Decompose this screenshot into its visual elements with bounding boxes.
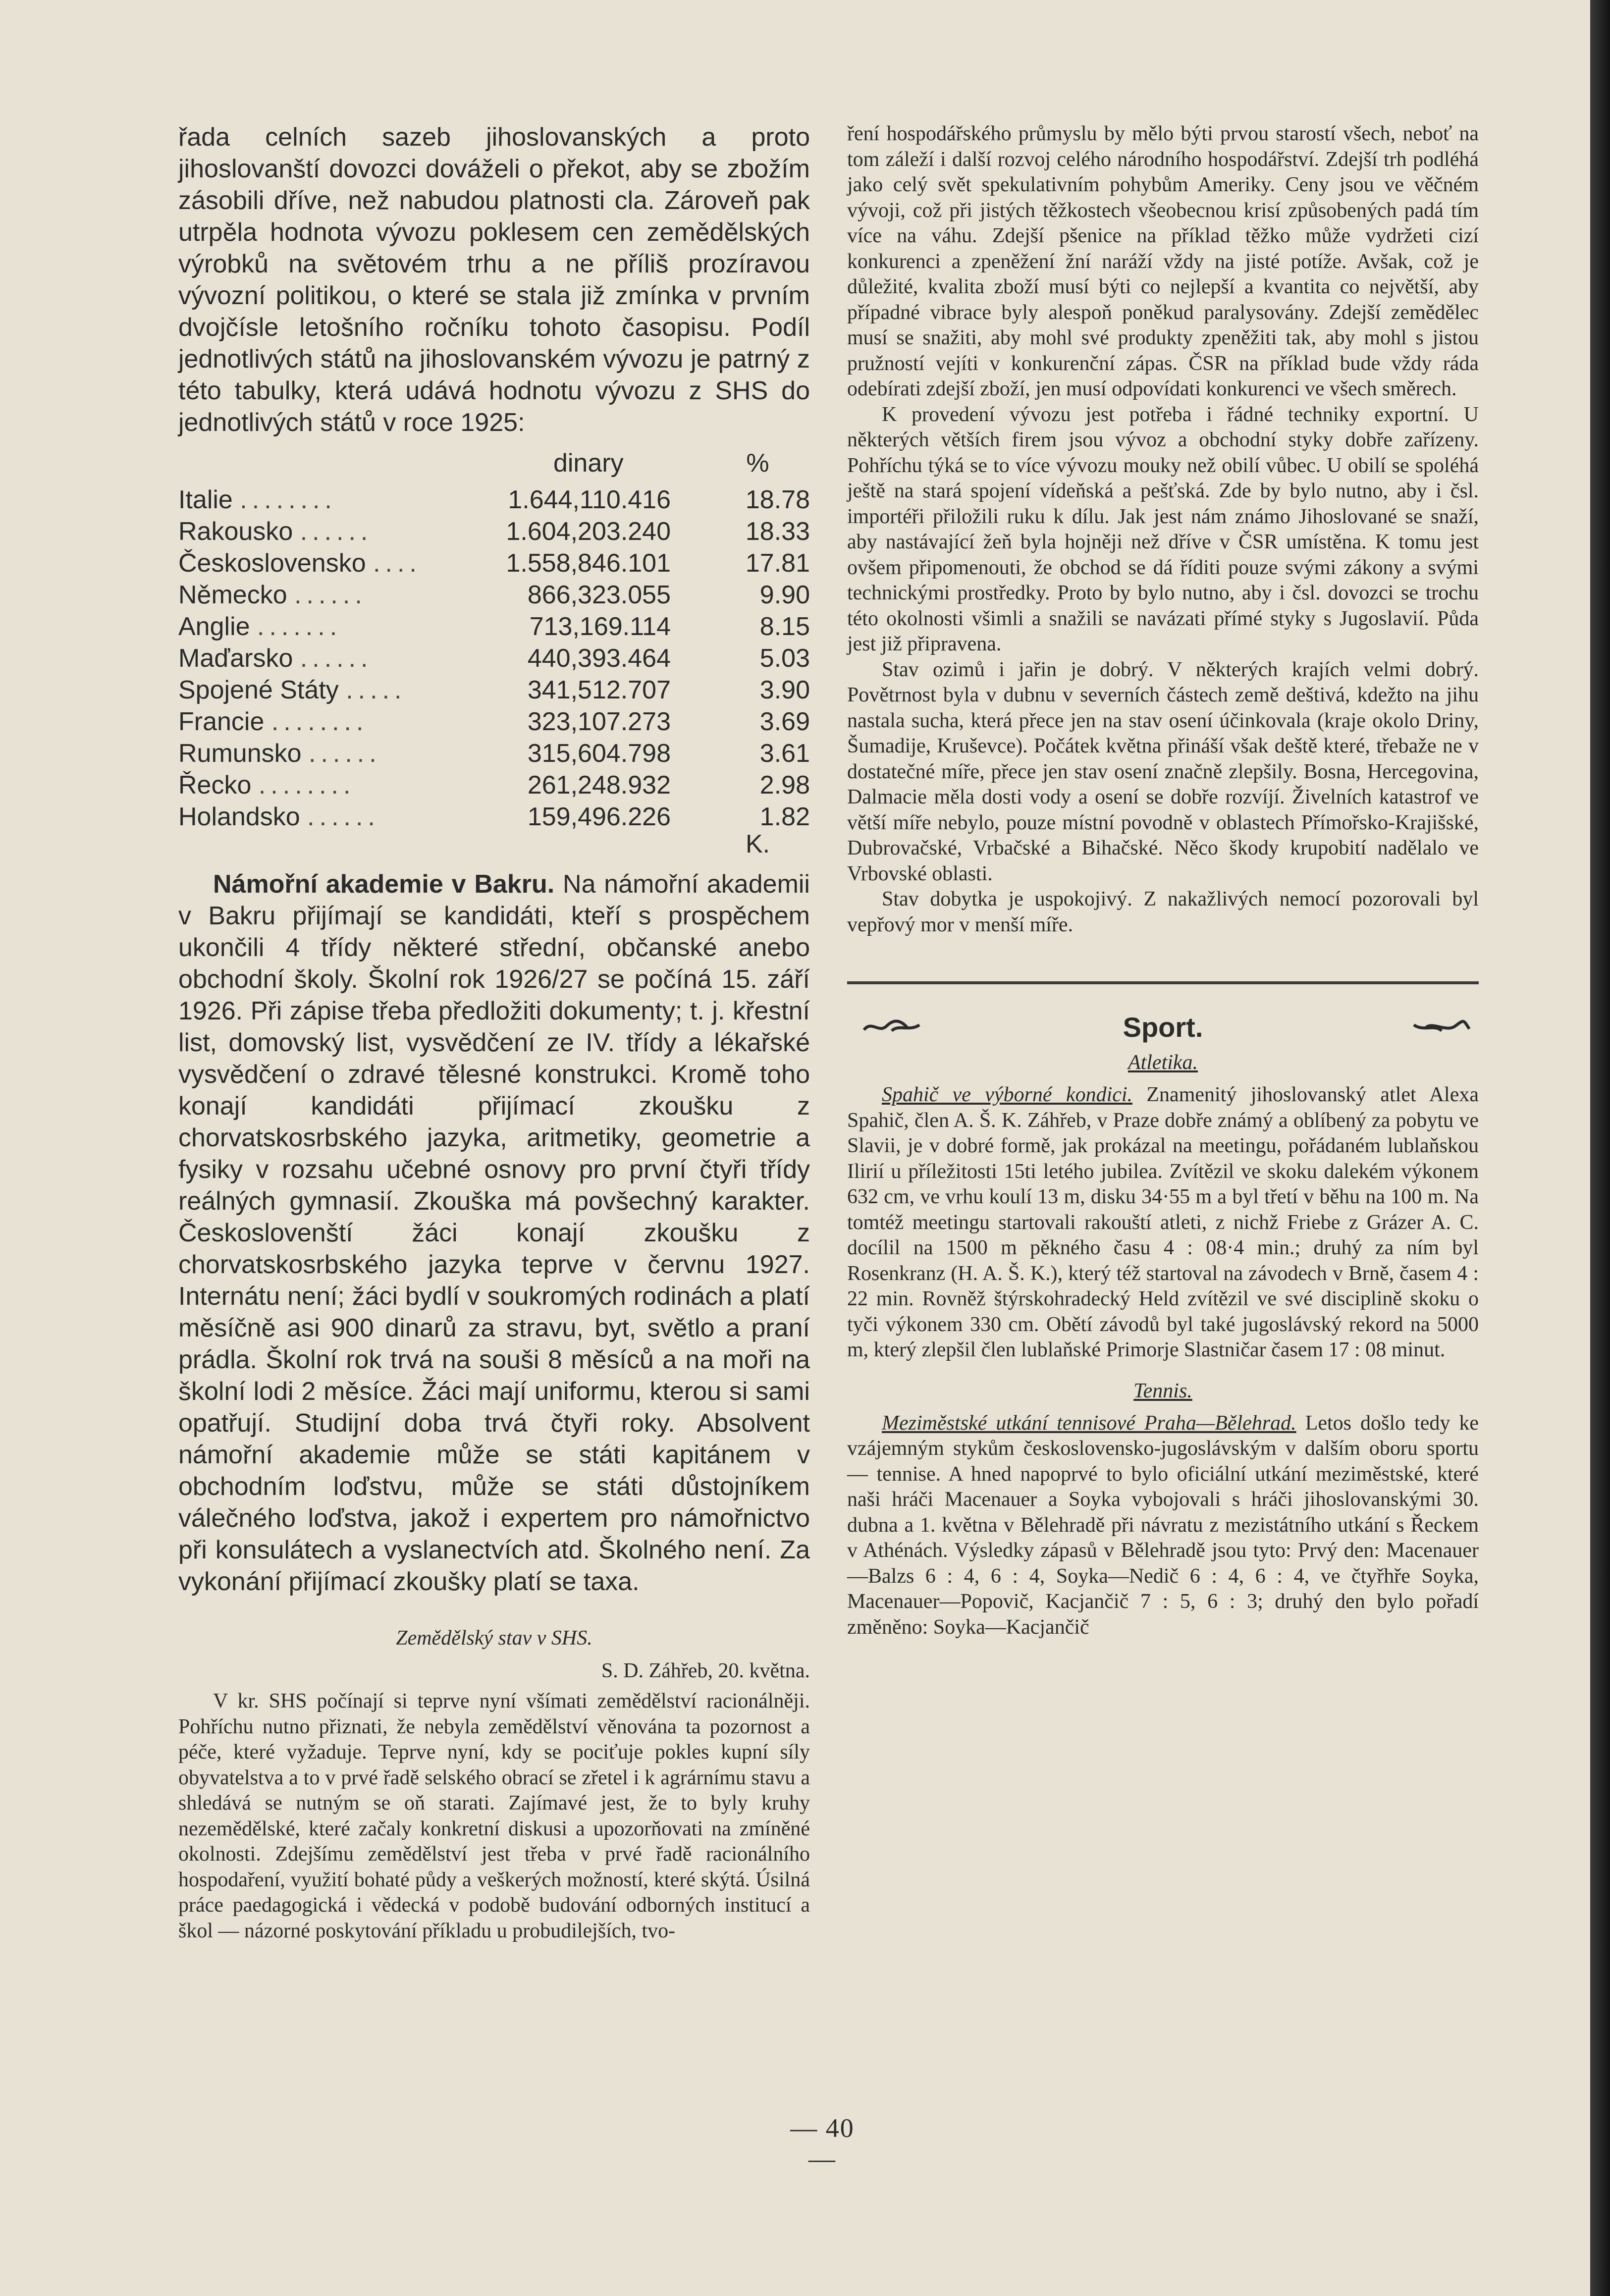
export-value: 315,604.798 (527, 739, 671, 768)
export-value: 159,496.226 (527, 802, 671, 831)
zemedelsky-cont-paragraph-1: ření hospodářského průmyslu by mělo býti prvou starostí všech, neboť na tom záleží i další rozvoj celého národního hospodářství. Zdejší trh podléhá jako celý svět spekulativním pohybům Ameriky. Ceny jsou ve věčném vývoji, což při jistých těžkostech všeobecnou krisí způsobených padá tím více na váhu. Zdejší pšenice na příklad těžko může vydržeti cizí konkurenci a zpeněžení žní naráží vždy na jisté potíže. Avšak, což je důležité, kvalita zboží musí býti co nejlepší a kvantita co největší, aby případné vibrace byly alespoň poněkud paralysovány. Zdejší zemědělec musí se snažiti, aby mohl své produkty zpeněžiti tak, aby mohl s jistou pružností vejíti v konkurenční zápas. ČSR na příklad bude vždy ráda odebírati zdejší zboží, jen musí odpovídati konkurenci ve všech směrech. (847, 122, 1479, 400)
table-row (178, 769, 810, 801)
table-row (178, 801, 810, 833)
country-name: Francie (178, 707, 265, 736)
section-divider (847, 981, 1479, 984)
country-name: Rumunsko (178, 739, 302, 768)
export-percent: 3.90 (759, 676, 810, 704)
table-row (178, 706, 810, 738)
export-value: 440,393.464 (527, 644, 671, 673)
right-column (847, 121, 1479, 1640)
page-number: — 40 — (790, 2113, 855, 2174)
export-value: 866,323.055 (527, 581, 671, 609)
export-percent: 1.82 (759, 802, 810, 831)
sport-section-header (847, 981, 1479, 1046)
sport-title: Sport. (1123, 1012, 1203, 1043)
akademie-title: Námořní akademie v Bakru. (213, 870, 555, 899)
left-column (178, 121, 810, 1944)
zemedelsky-cont-paragraph-3: Stav ozimů i jařin je dobrý. V některých krajích velmi dobrý. Povětrnost byla v dubnu v severních částech země deštivá, kdežto na jihu nastala sucha, která přece jen na stav osení účinkovala (kraje okolo Driny, Šumadije, Kruševce). Počátek května přináší však deště které, třebaže ne v dostatečné míře, přece jen stav osení značně zlepšily. Bosna, Hercegovina, Dalmacie měla dosti vody a osení se dobře rozvíjí. Živelních katastrof ve větší míře nebylo, pouze místní povodně v oblastech Přímořsko-Krajišské, Dubrovačské, Vrbačské a Bihačské. Něco škody krupobití nadělalo ve Vrbovské oblasti. (847, 658, 1479, 885)
export-percent: 17.81 (745, 549, 810, 578)
akademie-paragraph (178, 868, 810, 1598)
export-value: 261,248.932 (527, 771, 671, 800)
tennis-title: Meziměstské utkání tennisové Praha—Bělehrad. (882, 1411, 1296, 1435)
table-row (178, 674, 810, 706)
header-dinary: dinary (553, 449, 624, 478)
table-row (178, 516, 810, 547)
export-value: 1.558,846.101 (506, 549, 671, 578)
export-value: 1.604,203.240 (506, 517, 671, 546)
spahic-text: Znamenitý jihoslovanský atlet Alexa Spahič, člen A. Š. K. Záhřeb, v Praze dobře známý a oblíbený za pobytu ve Slavii, je v dobré formě, jak prokázal na meetingu, pořádaném lublaňskou Ilirií u příležitosti 15ti letého jubilea. Zvítězil ve skoku dalekém výkonem 632 cm, ve vrhu koulí 13 m, disku 34·55 m a byl třetí v běhu na 100 m. Na tomtéž meetingu startovali rakouští atleti, z nichž Friebe z Grázer A. C. docílil na 1500 m pěkného času 4 : 08·4 min.; druhý za ním byl Rosenkranz (H. A. Š. K.), který též startoval na závodech v Brně, časem 4 : 22 min. Rovněž štýrskohradecký Held zvítězil ve své disciplině skoku o tyči výkonem 330 cm. Obětí závodů byl také jugoslávský rekord na 5000 m, který zlepšil člen lublaňské Primorje Slastničar časem 17 : 08 minut. (847, 1083, 1479, 1361)
export-percent: 3.61 (759, 739, 810, 768)
spahic-paragraph (847, 1082, 1479, 1363)
leader-dots: ........ (271, 707, 369, 736)
zemedelsky-cont-paragraph-2: K provedení vývozu jest potřeba i řádné techniky exportní. U některých větších firem jsou vývoz a obchodní styky dobře zařízeny. Pohříchu týká se to více vývozu mouky než obilí vůbec. U obilí se spoléhá ještě na stará spojení vídeňská a pešťská. Zde by bylo nutno, aby i čsl. importéři přiložili ruku k dílu. Jak jest nám známo Jihoslované se snaží, aby nastávající žeň byla hojněji než dříve v ČSR umístěna. K tomu jest ovšem připomenouti, že obchod se dá říditi pouze svými zákony a svými technickými prostředky. Proto by bylo nutno, aby i čsl. dovozci se trochu této okolnosti všimli a snažili se navázati přímé styky s Jugoslavií. Půda jest již připravena. (847, 403, 1479, 655)
table-row (178, 547, 810, 579)
country-name: Anglie (178, 612, 250, 641)
export-percent: 18.33 (745, 517, 810, 546)
leader-dots: ....... (257, 612, 342, 641)
leader-dots: ...... (300, 644, 373, 673)
akademie-text: Na námořní akademii v Bakru přijímají se kandidáti, kteří s prospěchem ukončili 4 třídy některé střední, občanské anebo obchodní školy. Školní rok 1926/27 se počíná 15. září 1926. Při zápise třeba předložiti dokumenty; t. j. křestní list, domovský list, vysvědčení ze IV. třídy a lékařské vysvědčení o zdravé tělesné konstrukci. Kromě toho konají kandidáti přijímací zkoušku z chorvatskosrbského jazyka, aritmetiky, geometrie a fysiky v rozsahu učebné osnovy pro první čtyři třídy reálných gymnasií. Zkouška má povšechný karakter. Českoslovenští žáci konají zkoušku z chorvatskosrbského jazyka teprve v červnu 1927. Internátu není; žáci bydlí v soukromých rodinách a platí měsíčně asi 900 dinarů za stravu, byt, světlo a praní prádla. Školní rok trvá na souši 8 měsíců a na moři na školní lodi 2 měsíce. Žáci mají uniformu, kterou si sami opatřují. Studijní doba trvá čtyři roky. Absolvent námořní akademie může se státi kapitánem v obchodním loďstvu, může se státi důstojníkem válečného loďstva, jakož i expertem pro námořnictvo při konsulátech a vyslanectvích atd. Školného není. Za vykonání přijímací zkoušky platí se taxa. (178, 870, 810, 1596)
intro-paragraph: řada celních sazeb jihoslovanských a proto jihoslovanští dovozci dováželi o překot, aby se zbožím zásobili dříve, než nabudou platnosti cla. Zároveň pak utrpěla hodnota vývozu poklesem cen zemědělských výrobků na světovém trhu a ne příliš prozíravou vývozní politikou, o které se stala již zmínka v prvním dvojčísle letošního ročníku tohoto časopisu. Podíl jednotlivých států na jihoslovanském vývozu je patrný z této tabulky, která udává hodnotu vývozu z SHS do jednotlivých států v roce 1925: (178, 123, 810, 437)
leader-dots: ........ (240, 485, 337, 514)
export-percent: 2.98 (759, 771, 810, 800)
table-row (178, 738, 810, 769)
export-table (178, 440, 810, 858)
country-name: Československo (178, 549, 366, 578)
export-percent: 18.78 (745, 485, 810, 514)
spahic-title: Spahič ve výborné kondici. (882, 1083, 1133, 1106)
tennis-paragraph (847, 1411, 1479, 1641)
export-value: 323,107.273 (527, 707, 671, 736)
leader-dots: ..... (346, 676, 407, 704)
zemedelsky-dateline: S. D. Záhřeb, 20. května. (601, 1659, 810, 1682)
table-row (178, 484, 810, 516)
export-value: 1.644,110.416 (508, 485, 671, 514)
export-percent: 5.03 (759, 644, 810, 673)
author-signature: K. (745, 830, 770, 858)
country-name: Holandsko (178, 802, 300, 831)
tennis-heading: Tennis. (1133, 1379, 1192, 1402)
ornament-right-icon (1412, 1017, 1471, 1037)
leader-dots: ........ (258, 771, 356, 800)
export-value: 713,169.114 (529, 612, 671, 641)
country-name: Řecko (178, 771, 252, 800)
table-header-row (178, 440, 810, 484)
zemedelsky-heading: Zemědělský stav v SHS. (396, 1627, 592, 1650)
leader-dots: ...... (294, 581, 367, 609)
table-row (178, 642, 810, 674)
country-name: Italie (178, 485, 233, 514)
leader-dots: ...... (300, 517, 373, 546)
scan-edge (1590, 0, 1610, 2296)
export-percent: 8.15 (759, 612, 810, 641)
country-name: Maďarsko (178, 644, 293, 673)
country-name: Německo (178, 581, 287, 609)
export-value: 341,512.707 (527, 676, 671, 704)
export-percent: 9.90 (759, 581, 810, 609)
leader-dots: ...... (309, 739, 381, 768)
country-name: Spojené Státy (178, 676, 339, 704)
table-row (178, 611, 810, 642)
leader-dots: .... (373, 549, 422, 578)
country-name: Rakousko (178, 517, 293, 546)
table-row (178, 579, 810, 611)
header-percent: % (746, 449, 769, 478)
export-percent: 3.69 (759, 707, 810, 736)
leader-dots: ...... (307, 802, 380, 831)
table-signature-row (178, 833, 810, 855)
tennis-text: Letos došlo tedy ke vzájemným stykům československo-jugoslávským v dalším oboru sportu — tennise. A hned napoprvé to bylo oficiální utkání meziměstské, které naši hráči Macenauer a Soyka vybojovali s hráči jihoslovanskými 30. dubna a 1. května v Bělehradě při návratu z mezistátního utkání s Řeckem v Athénách. Výsledky zápasů v Bělehradě jsou tyto: Prvý den: Macenauer—Balzs 6 : 4, 6 : 4, Soyka—Nedič 6 : 4, 6 : 4, ve čtyřhře Soyka, Macenauer—Popovič, Kacjančič 7 : 5, 6 : 3; druhý den bylo pořadí změněno: Soyka—Kacjančič (847, 1411, 1479, 1639)
zemedelsky-cont-paragraph-4: Stav dobytka je uspokojivý. Z nakažlivých nemocí pozorovali byl vepřový mor v menší míře. (847, 888, 1479, 936)
atletika-heading: Atletika. (1127, 1051, 1198, 1074)
zemedelsky-paragraph: V kr. SHS počínají si teprve nyní všímati zemědělství racionálněji. Pohříchu nutno přiznati, že nebyla zemědělství věnována ta pozornost a péče, které vyžaduje. Teprve nyní, kdy se pociťuje pokles kupní síly obyvatelstva a to v prvé řadě selského obrací se zřetel i k agrárnímu stavu a shledává se nutným se oň starati. Zajímavé jest, že to byly kruhy nezemědělské, které začaly konkretní diskusi a upozorňovati na zmíněné okolnosti. Zdejšímu zemědělství jest třeba v prvé řadě racionálního hospodaření, využití bohaté půdy a veškerých možností, které skýtá. Úsilná práce paedagogická i vědecká v podobě budování odborných institucí a škol — názorné poskytování příkladu u probudilejších, tvo- (178, 1690, 810, 1942)
